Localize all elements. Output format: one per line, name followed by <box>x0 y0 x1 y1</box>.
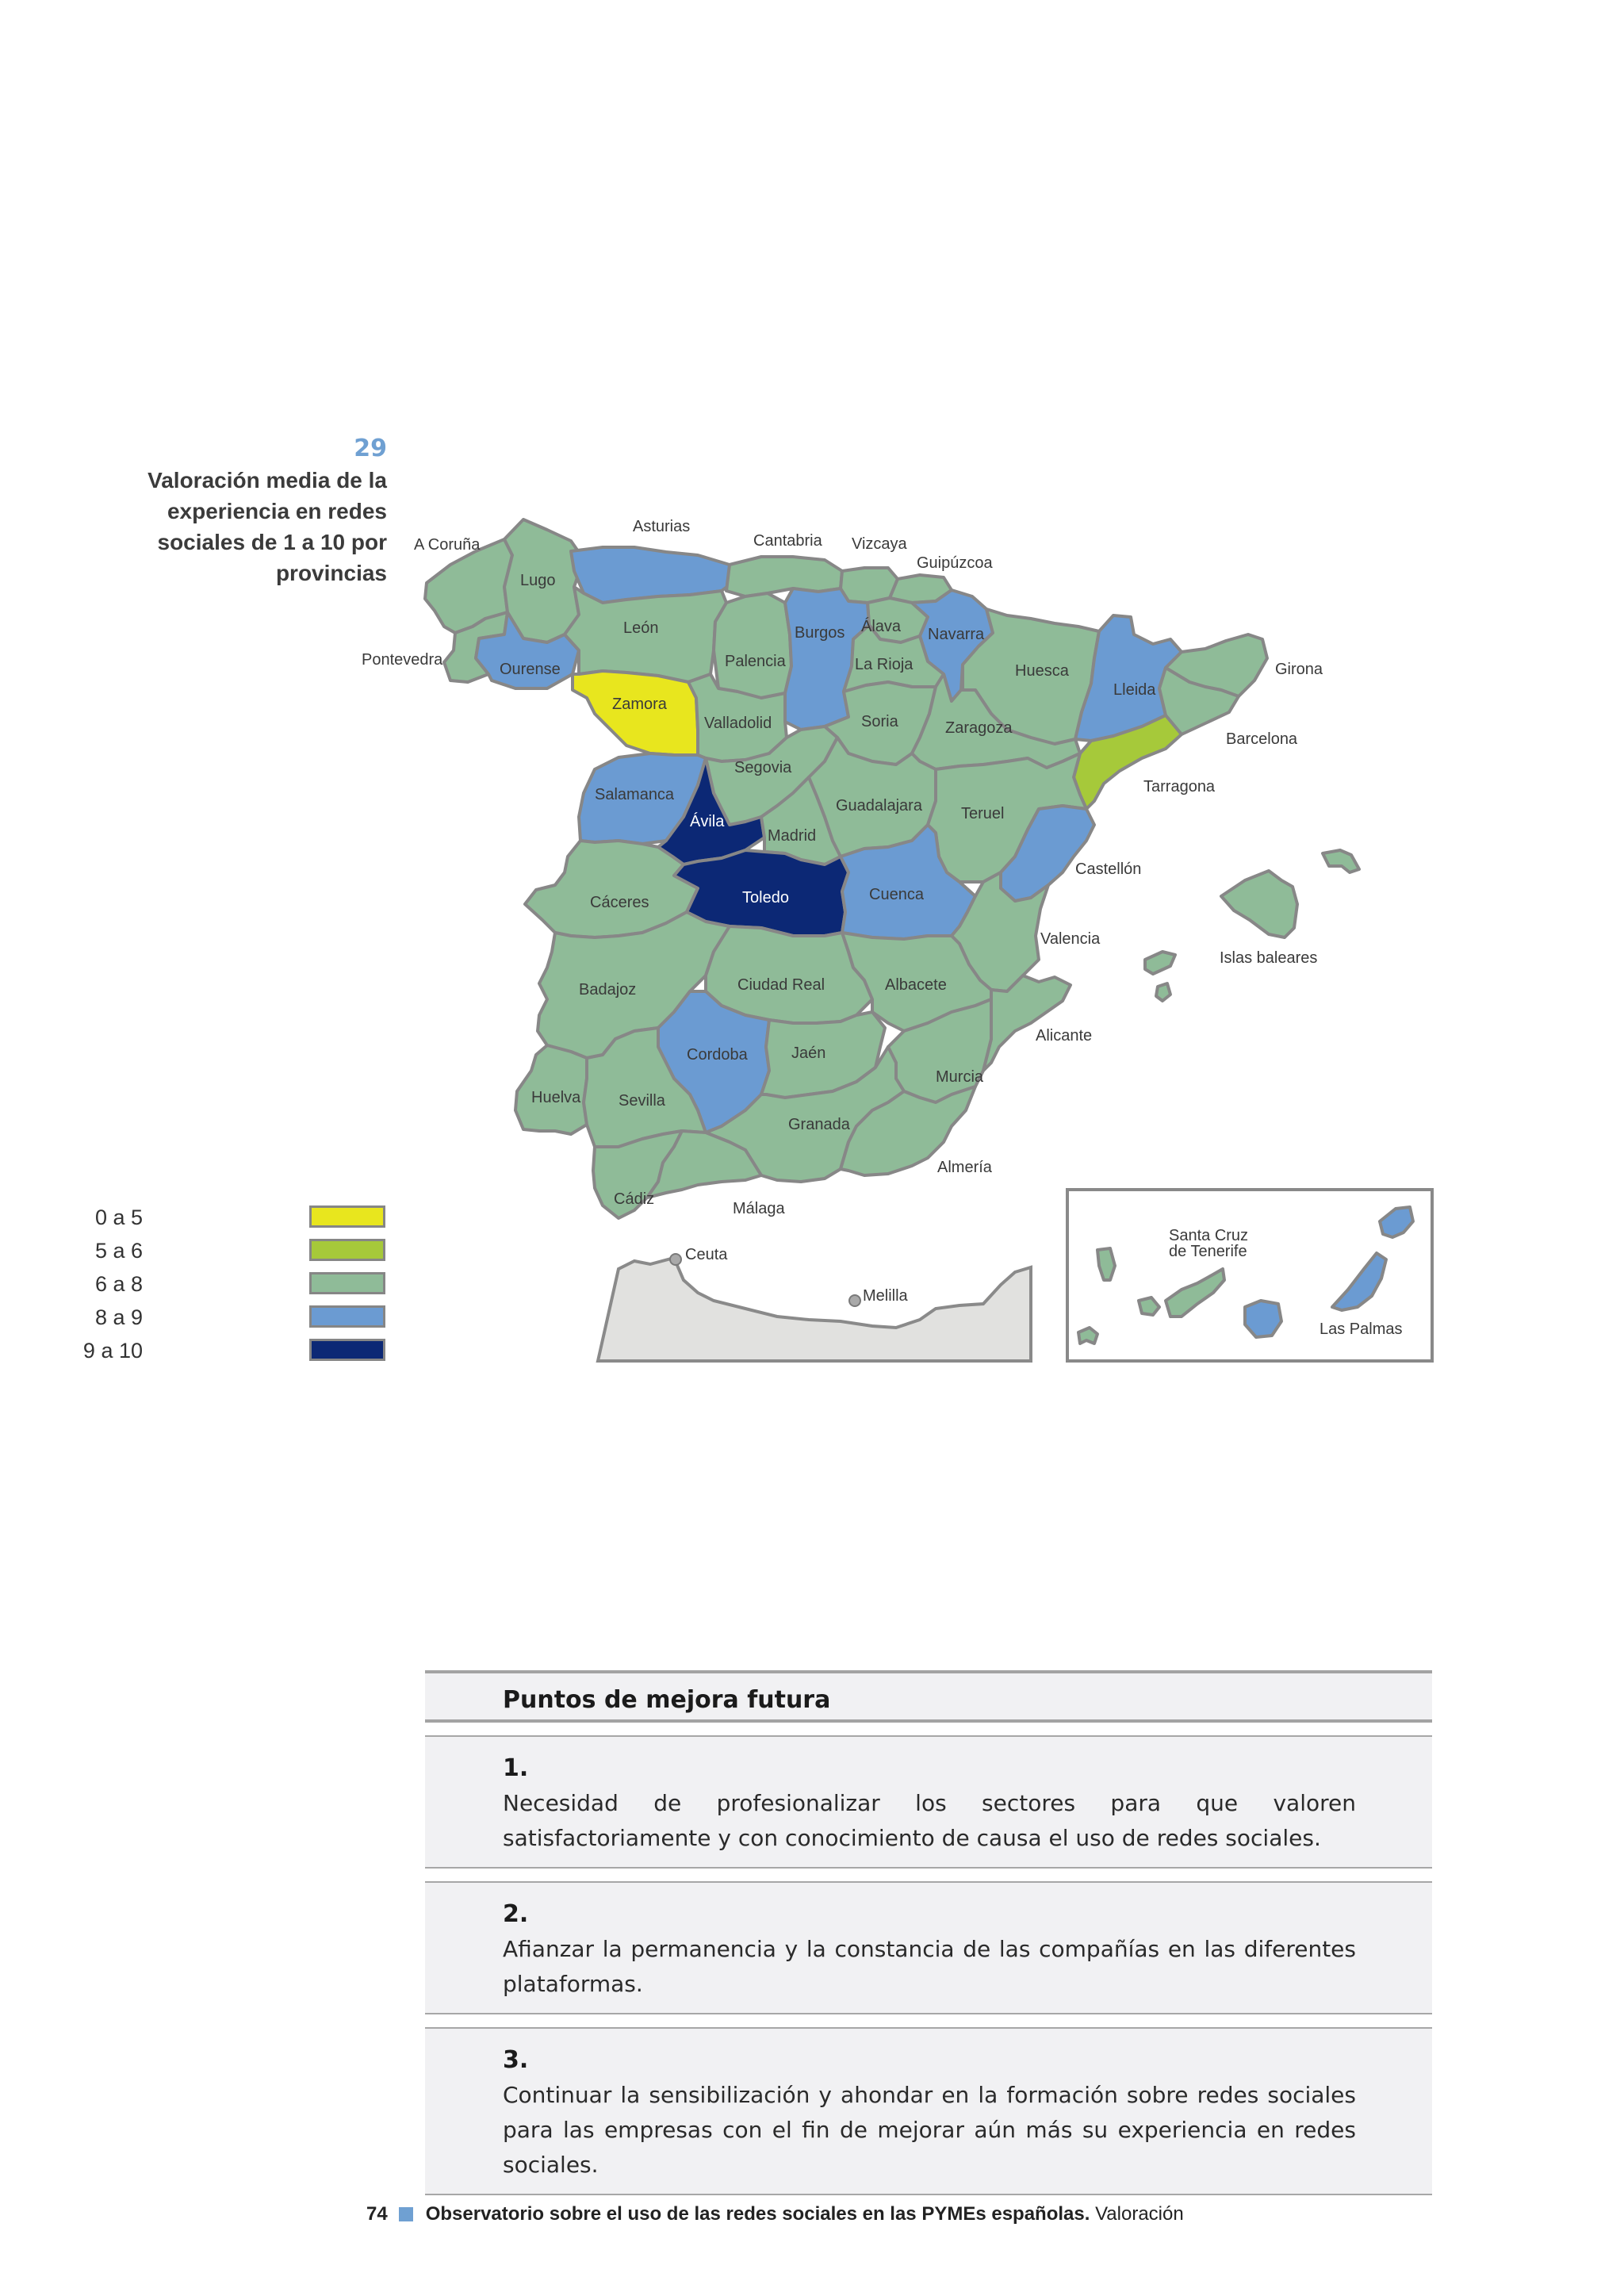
label-albacete: Albacete <box>885 976 947 994</box>
label-segovia: Segovia <box>734 759 792 776</box>
label-alicante: Alicante <box>1036 1027 1093 1045</box>
province-ibiza <box>1145 952 1175 974</box>
label-toledo: Toledo <box>742 889 789 907</box>
label-avila: Ávila <box>690 813 725 830</box>
improvement-item <box>425 2027 1432 2195</box>
label-lugo: Lugo <box>520 572 556 589</box>
label-cuenca: Cuenca <box>869 886 924 903</box>
label-valladolid: Valladolid <box>704 715 772 732</box>
label-cadiz: Cádiz <box>614 1190 655 1208</box>
label-asturias: Asturias <box>633 518 691 535</box>
improvement-item <box>425 1735 1432 1869</box>
label-lleida: Lleida <box>1113 681 1156 699</box>
footer-section: Valoración <box>1095 2203 1184 2225</box>
label-salamanca: Salamanca <box>595 786 675 803</box>
label-palencia: Palencia <box>725 653 786 670</box>
label-vizcaya: Vizcaya <box>852 535 907 553</box>
label-pontevedra: Pontevedra <box>362 651 443 669</box>
label-girona: Girona <box>1275 661 1323 678</box>
label-huesca: Huesca <box>1015 662 1069 680</box>
province-menorca <box>1323 850 1359 872</box>
item-text: Necesidad de profesionalizar los sectores para que valoren satisfactoriamente y con conocimiento de causa el uso de redes sociales. <box>503 1790 1356 1851</box>
label-zamora: Zamora <box>612 696 667 713</box>
label-zaragoza: Zaragoza <box>945 719 1013 737</box>
label-ourense: Ourense <box>500 661 561 678</box>
label-badajoz: Badajoz <box>579 981 637 999</box>
ceuta-marker <box>670 1254 681 1265</box>
label-las-palmas: Las Palmas <box>1320 1320 1403 1338</box>
label-la-rioja: La Rioja <box>855 656 914 673</box>
label-a-coruna: A Coruña <box>414 536 481 554</box>
legend-label: 8 a 9 <box>94 1305 143 1329</box>
label-valencia: Valencia <box>1040 930 1101 948</box>
label-santa-cruz-line2: de Tenerife <box>1169 1243 1247 1260</box>
label-alava: Álava <box>861 618 902 635</box>
province-alicante <box>983 976 1071 1071</box>
item-number: 2. <box>503 1900 529 1928</box>
label-santa-cruz-line1: Santa Cruz <box>1169 1227 1249 1244</box>
label-navarra: Navarra <box>928 626 985 643</box>
province-gran-canaria <box>1245 1301 1281 1337</box>
label-tarragona: Tarragona <box>1143 778 1216 795</box>
africa-landmass <box>598 1258 1031 1361</box>
label-ciudad-real: Ciudad Real <box>737 976 825 994</box>
label-caceres: Cáceres <box>590 894 649 911</box>
province-el-hierro <box>1078 1328 1097 1343</box>
label-malaga: Málaga <box>733 1200 785 1217</box>
label-almeria: Almería <box>937 1159 992 1176</box>
label-leon: León <box>623 619 659 637</box>
figure-title: Valoración media de la experiencia en redes sociales de 1 a 10 por provincias <box>147 468 387 585</box>
figure-number: 29 <box>354 435 387 462</box>
label-granada: Granada <box>788 1116 850 1133</box>
label-melilla: Melilla <box>863 1287 908 1305</box>
item-number: 1. <box>503 1754 529 1782</box>
melilla-marker <box>849 1295 860 1306</box>
label-guadalajara: Guadalajara <box>836 797 922 815</box>
footer-title: Observatorio sobre el uso de las redes sociales en las PYMEs españolas. <box>425 2203 1090 2225</box>
province-zamora <box>573 671 698 755</box>
legend-label: 6 a 8 <box>94 1272 143 1296</box>
improvement-points-panel <box>425 1670 1432 2195</box>
label-jaen: Jaén <box>791 1045 826 1062</box>
panel-heading: Puntos de mejora futura <box>425 1670 1432 1723</box>
province-mallorca <box>1221 871 1297 937</box>
label-castellon: Castellón <box>1075 861 1142 878</box>
label-barcelona: Barcelona <box>1226 730 1298 748</box>
legend-label: 0 a 5 <box>94 1205 143 1229</box>
label-ceuta: Ceuta <box>685 1246 728 1263</box>
label-cordoba: Cordoba <box>687 1046 748 1064</box>
label-cantabria: Cantabria <box>753 532 822 550</box>
label-sevilla: Sevilla <box>619 1092 665 1110</box>
legend-label: 9 a 10 <box>82 1339 143 1363</box>
item-number: 3. <box>503 2046 529 2074</box>
label-murcia: Murcia <box>936 1068 984 1086</box>
item-text: Afianzar la permanencia y la constancia de las compañías en las diferentes plataformas. <box>503 1936 1356 1997</box>
item-text: Continuar la sensibilización y ahondar en la formación sobre redes sociales para las empresas con el fin de mejorar aún más su experiencia en redes sociales. <box>503 2082 1356 2178</box>
label-teruel: Teruel <box>961 805 1005 822</box>
label-guipuzcoa: Guipúzcoa <box>917 554 993 572</box>
label-soria: Soria <box>861 713 898 730</box>
page-number: 74 <box>366 2203 388 2225</box>
improvement-item <box>425 1881 1432 2014</box>
legend-label: 5 a 6 <box>94 1239 143 1263</box>
label-huelva: Huelva <box>531 1089 581 1106</box>
label-burgos: Burgos <box>795 624 845 642</box>
province-palencia <box>714 593 791 698</box>
label-islas-baleares: Islas baleares <box>1220 949 1318 967</box>
page-footer <box>366 2203 1184 2225</box>
square-bullet-icon <box>399 2207 413 2221</box>
province-formentera <box>1156 983 1170 1001</box>
label-madrid: Madrid <box>768 827 817 845</box>
